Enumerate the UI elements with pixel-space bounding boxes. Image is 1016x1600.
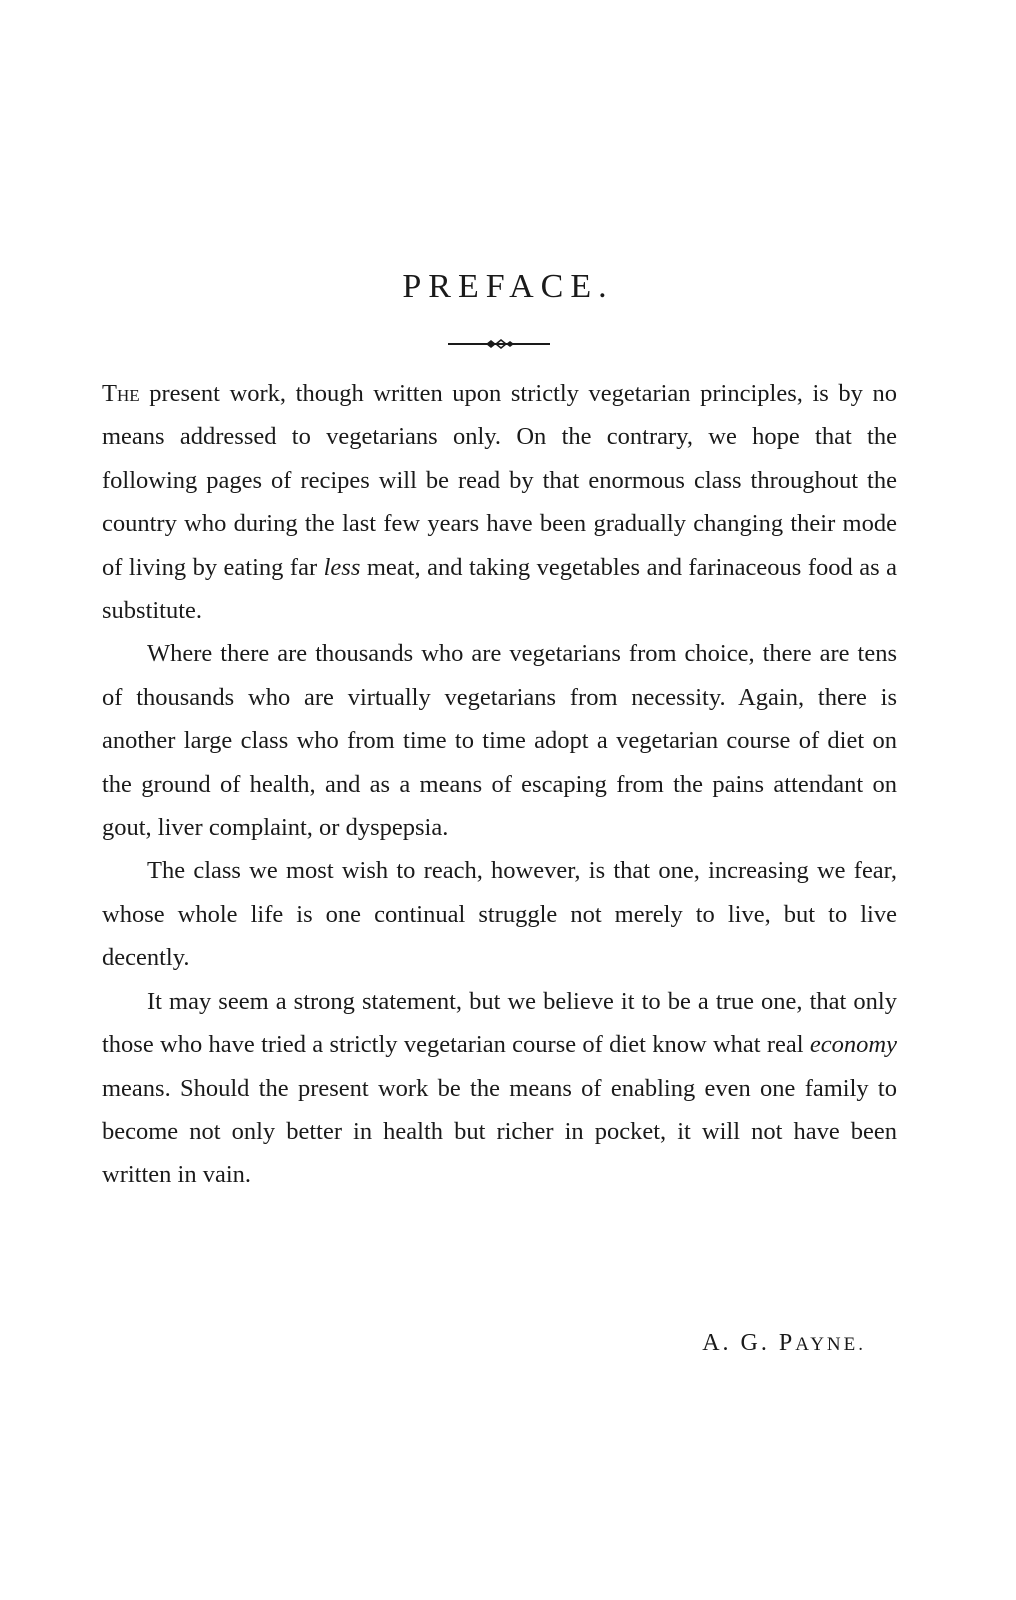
paragraph-1-text-after: meat, and taking vegetables and farinaceous food as a substitute. [102, 553, 898, 625]
page-title: PREFACE. [402, 268, 614, 305]
signature-surname-rest: AYNE. [795, 1334, 866, 1355]
paragraph-1-emphasis: less [323, 553, 361, 581]
paragraph-1 [102, 372, 897, 632]
paragraph-4-text: It may seem a strong statement, but we believe it to be a true one, that only those who have tried a strictly vegetarian course of diet know what real [102, 987, 897, 1059]
paragraph-4 [102, 980, 897, 1197]
paragraph-2: Where there are thousands who are vegetarians from choice, there are tens of thousands who are virtually vegetarians from necessity. Again, there is another large class who from time to time adopt a vegetarian course of diet on the ground of health, and as a means of escaping from the pains attendant on gout, liver complaint, or dyspepsia. [102, 640, 897, 842]
drop-lead-word: The [102, 380, 140, 407]
paragraph-1-text: present work, though written upon strictly vegetarian principles, is by no means addressed to vegetarians only. On the contrary, we hope that the following pages of recipes will be read by that enormous class throughout the country who during the last few years have been gradually changing their mode of living by eating far [102, 380, 897, 581]
author-signature [702, 1330, 866, 1357]
paragraph-4-emphasis: economy [809, 1031, 897, 1059]
paragraph-4-text-after: means. Should the present work be the means of enabling even one family to become not only better in health but richer in pocket, it will not have been written in vain. [102, 1074, 897, 1189]
signature-initials: A. G. [702, 1330, 770, 1356]
paragraph-3: The class we most wish to reach, however, is that one, increasing we fear, whose whole life is one continual struggle not merely to live, but to live decently. [102, 857, 897, 972]
preface-body [102, 372, 897, 1197]
signature-surname-initial: P [778, 1330, 796, 1356]
ornament-rule-icon [448, 338, 550, 350]
